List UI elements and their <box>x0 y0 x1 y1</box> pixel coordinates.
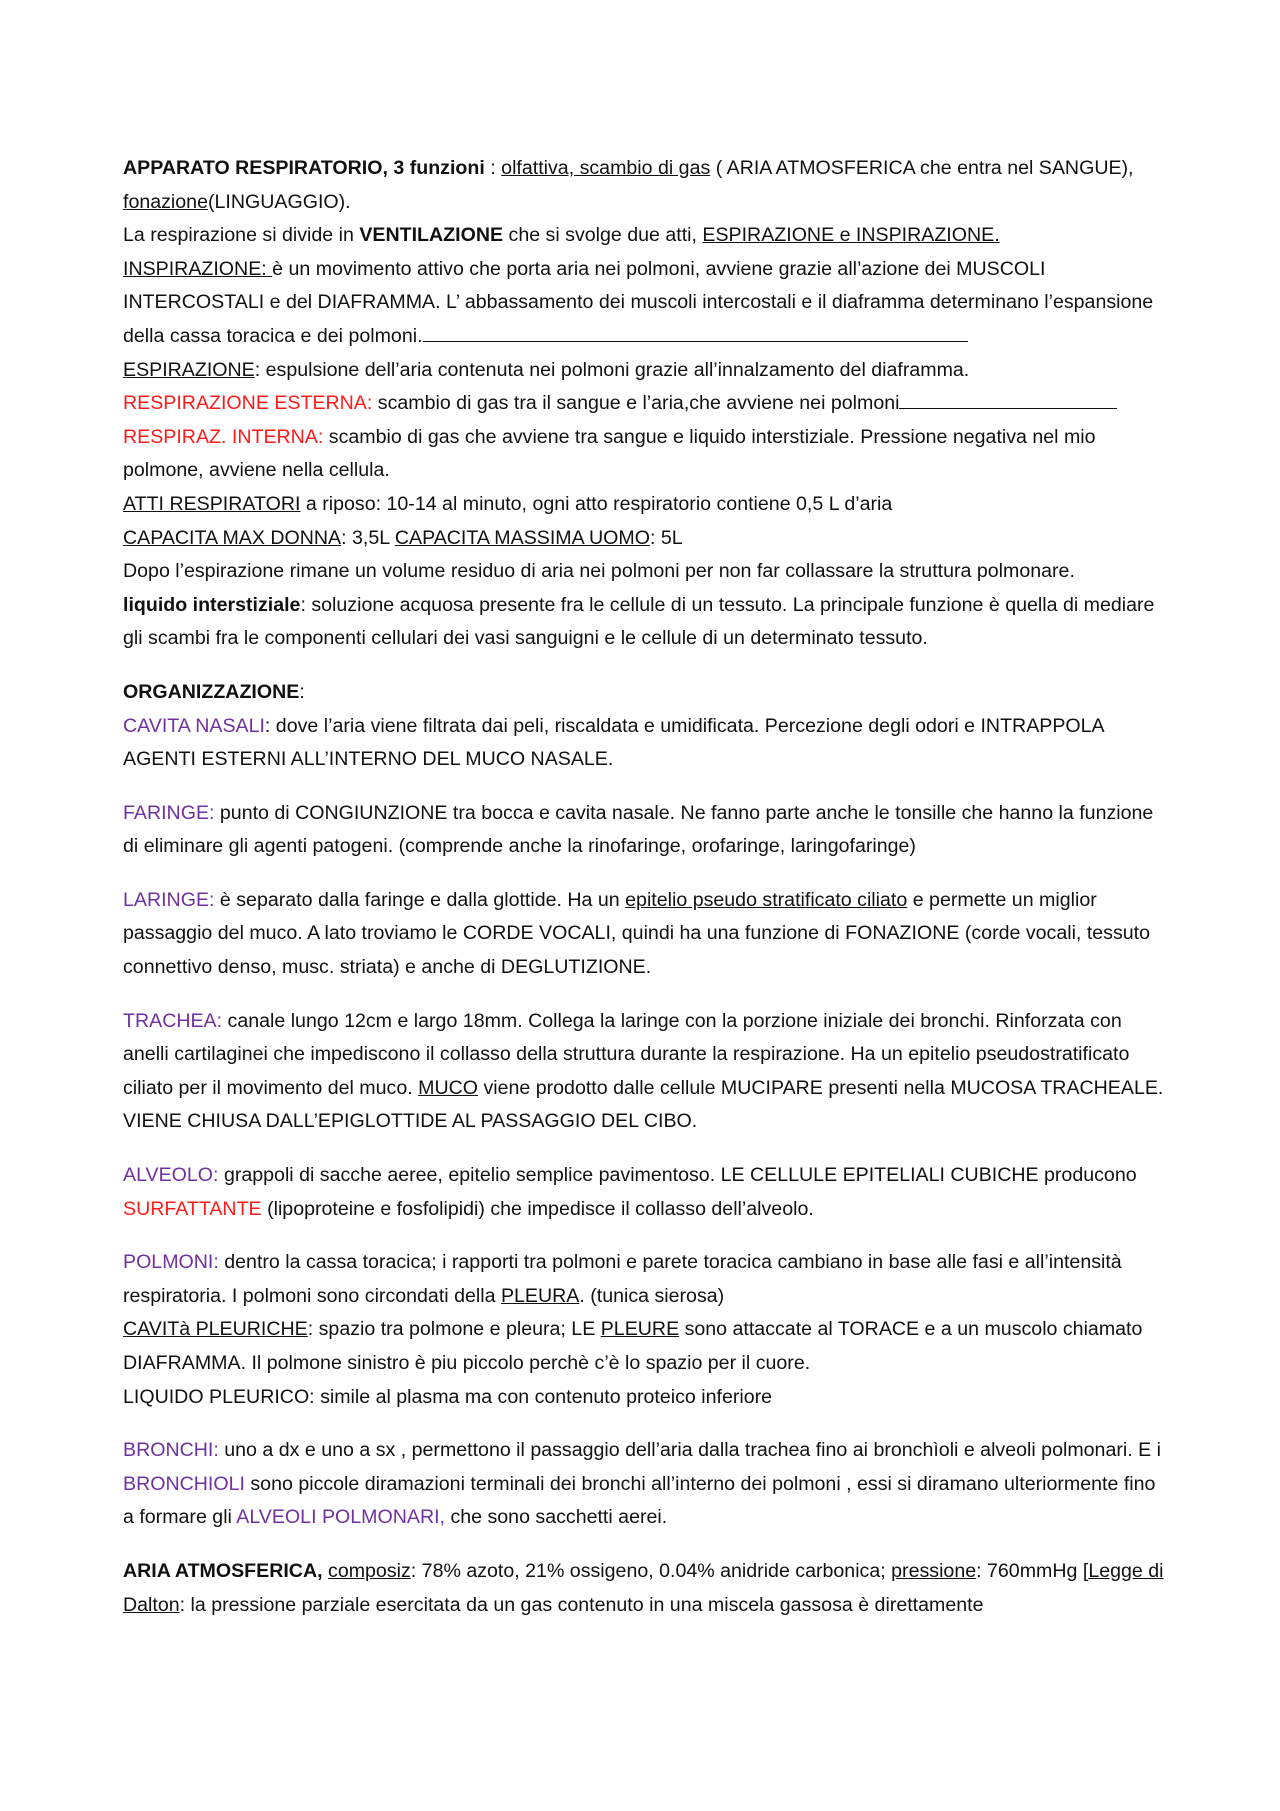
polmoni-pleura: PLEURA <box>500 1284 580 1307</box>
laringe-label: LARINGE: <box>123 888 215 911</box>
trachea-label: TRACHEA: <box>123 1009 223 1032</box>
trachea-paragraph <box>123 1005 1168 1139</box>
resp-interna-text: scambio di gas che avviene tra sangue e liquido interstiziale. Pressione negativa nel mio polmone, avviene nella cellula. <box>123 425 1096 482</box>
laringe-paragraph <box>123 884 1168 985</box>
cavita-pleuriche-label: CAVITà PLEURICHE <box>123 1318 308 1341</box>
funzioni-label: 3 funzioni <box>393 157 485 179</box>
bronchi-label: BRONCHI: <box>123 1439 219 1462</box>
underline-rule <box>423 340 968 342</box>
document-body <box>123 152 1168 1622</box>
laringe-pre: è separato dalla faringe e dalla glottide. Ha un <box>219 888 620 911</box>
espirazione-label: ESPIRAZIONE <box>123 358 255 381</box>
aria-dalton-text: : la pressione parziale esercitata da un gas contenuto in una miscela gassosa è direttamente <box>179 1593 984 1616</box>
trachea-muco: MUCO <box>418 1076 478 1099</box>
alveolo-pre: grappoli di sacche aeree, epitelio semplice pavimentoso. LE CELLULE EPITELIALI CUBICHE producono <box>223 1164 1137 1187</box>
aria-composiz: composiz <box>328 1559 411 1582</box>
alveolo-surfattante: SURFATTANTE <box>123 1197 262 1220</box>
ventilazione-bold: VENTILAZIONE <box>359 224 504 247</box>
resp-interna-label: RESPIRAZ. INTERNA: <box>123 425 324 448</box>
funzioni-sep: : <box>490 157 496 179</box>
aria-pres-text: : 760mmHg <box>976 1559 1078 1582</box>
polmoni-paragraph <box>123 1246 1168 1313</box>
bronchi-mid: sono piccole diramazioni terminali dei bronchi all’interno dei polmoni , essi si diramano ulteriormente fino a formare gli <box>123 1472 1156 1529</box>
organizzazione-heading <box>123 676 1168 710</box>
cavita-pleuriche-pleure: PLEURE <box>600 1318 680 1341</box>
atti-text: a riposo: 10-14 al minuto, ogni atto respiratorio contiene 0,5 L d’aria <box>305 492 893 515</box>
bronchi-alveoli: ALVEOLI POLMONARI, <box>236 1506 445 1529</box>
residuo-paragraph: Dopo l’espirazione rimane un volume residuo di aria nei polmoni per non far collassare la struttura polmonare. <box>123 560 1075 583</box>
faringe-text: punto di CONGIUNZIONE tra bocca e cavita nasale. Ne fanno parte anche le tonsille che hanno la funzione di eliminare gli agenti patogeni. (comprende anche la rinofaringe, orofaringe, laringofaringe) <box>123 801 1154 858</box>
resp-esterna-label: RESPIRAZIONE ESTERNA: <box>123 392 373 415</box>
laringe-post: e permette un miglior passaggio del muco. A lato troviamo le CORDE VOCALI, quindi ha una funzione di FONAZIONE (corde vocali, tessuto connettivo denso, musc. striata) e anche di DEGLUTIZIONE. <box>123 888 1150 979</box>
polmoni-post: . (tunica sierosa) <box>579 1284 725 1307</box>
polmoni-pre: dentro la cassa toracica; i rapporti tra polmoni e parete toracica cambiano in base alle fasi e all’intensità respiratoria. I polmoni sono circondati della <box>123 1251 1122 1307</box>
aria-desc: ( ARIA ATMOSFERICA che entra nel SANGUE), <box>715 157 1134 179</box>
capacita-paragraph <box>123 522 1168 556</box>
inspirazione-text: è un movimento attivo che porta aria nei polmoni, avviene grazie all’azione dei MUSCOLI INTERCOSTALI e del DIAFRAMMA. L’ abbassamento dei muscoli intercostali e il diaframma determinano l’espansione della cassa toracica e dei polmoni. <box>123 257 1154 347</box>
trachea-post: viene prodotto dalle cellule MUCIPARE presenti nella MUCOSA TRACHEALE. VIENE CHIUSA DALL’EPIGLOTTIDE AL PASSAGGIO DEL CIBO. <box>123 1076 1164 1133</box>
polmoni-label: POLMONI: <box>123 1251 219 1274</box>
cavita-text: : dove l’aria viene filtrata dai peli, riscaldata e umidificata. Percezione degli odori e INTRAPPOLA AGENTI ESTERNI ALL’INTERNO DEL MUCO NASALE. <box>123 714 1104 771</box>
capacita-uomo-value: : 5L <box>649 526 683 549</box>
liquido-paragraph <box>123 589 1168 656</box>
resp-esterna-paragraph <box>123 387 1168 421</box>
liquido-pleurico-paragraph: LIQUIDO PLEURICO: simile al plasma ma con contenuto proteico inferiore <box>123 1385 773 1408</box>
resp-interna-paragraph <box>123 421 1168 488</box>
aria-label: ARIA ATMOSFERICA, <box>123 1559 323 1582</box>
bronchi-pre: uno a dx e uno a sx , permettono il passaggio dell’aria dalla trachea fino ai bronchìoli e alveoli polmonari. E i <box>224 1439 1161 1462</box>
ventilazione-atti: ESPIRAZIONE e INSPIRAZIONE. <box>702 224 1000 247</box>
organizzazione-colon: : <box>299 680 305 703</box>
laringe-epitelio: epitelio pseudo stratificato ciliato <box>625 888 908 911</box>
ventilazione-pre: La respirazione si divide in <box>123 224 354 247</box>
ventilazione-paragraph <box>123 219 1168 253</box>
bronchi-post: che sono sacchetti aerei. <box>450 1506 668 1529</box>
aria-comp-text: : 78% azoto, 21% ossigeno, 0.04% anidride carbonica; <box>410 1559 886 1582</box>
aria-paragraph <box>123 1555 1168 1622</box>
aria-dalton: Legge di Dalton <box>123 1559 1164 1616</box>
inspirazione-paragraph <box>123 253 1168 354</box>
alveolo-paragraph <box>123 1159 1168 1226</box>
trachea-pre: canale lungo 12cm e largo 18mm. Collega la laringe con la porzione iniziale dei bronchi. Rinforzata con anelli cartilaginei che impediscono il collasso della struttura durante la respirazione. Ha un epitelio pseudostratificato ciliato per il movimento del muco. <box>123 1009 1130 1099</box>
linguaggio-text: (LINGUAGGIO). <box>207 190 351 213</box>
capacita-donna-value: : 3,5L <box>341 526 390 549</box>
olfattiva-text: olfattiva, scambio di gas <box>501 157 711 179</box>
organizzazione-label: ORGANIZZAZIONE <box>123 680 300 703</box>
liquido-label: liquido interstiziale <box>123 593 301 616</box>
liquido-text: : soluzione acquosa presente fra le cellule di un tessuto. La principale funzione è quella di mediare gli scambi fra le componenti cellulari dei vasi sanguigni e le cellule di un determinato tessuto. <box>123 593 1155 650</box>
fonazione-text: fonazione <box>123 190 208 213</box>
alveolo-label: ALVEOLO: <box>123 1164 219 1187</box>
atti-label: ATTI RESPIRATORI <box>123 492 301 515</box>
cavita-pleuriche-pre: : spazio tra polmone e pleura; LE <box>307 1318 596 1341</box>
alveolo-post: (lipoproteine e fosfolipidi) che impedisce il collasso dell’alveolo. <box>267 1197 814 1220</box>
cavita-pleuriche-paragraph <box>123 1313 1168 1380</box>
resp-esterna-text: scambio di gas tra il sangue e l’aria,che avviene nei polmoni <box>377 392 900 415</box>
espirazione-paragraph <box>123 354 1168 388</box>
aria-pressione: pressione <box>891 1559 977 1582</box>
bronchi-bronchioli: BRONCHIOLI <box>123 1472 245 1495</box>
underline-rule <box>899 407 1117 409</box>
faringe-label: FARINGE: <box>123 801 215 824</box>
bronchi-paragraph <box>123 1434 1168 1535</box>
cavita-label: CAVITA NASALI <box>123 714 265 737</box>
title-apparato: APPARATO RESPIRATORIO, <box>123 157 388 179</box>
ventilazione-post: che si svolge due atti, <box>508 224 697 247</box>
capacita-uomo-label: CAPACITA MASSIMA UOMO <box>394 526 650 549</box>
cavita-paragraph <box>123 710 1168 777</box>
atti-paragraph <box>123 488 1168 522</box>
capacita-donna-label: CAPACITA MAX DONNA <box>123 526 342 549</box>
espirazione-text: : espulsione dell’aria contenuta nei polmoni grazie all’innalzamento del diaframma. <box>254 358 970 381</box>
inspirazione-label: INSPIRAZIONE: <box>123 257 273 280</box>
faringe-paragraph <box>123 797 1168 864</box>
aria-bracket: [ <box>1082 1559 1089 1582</box>
cavita-pleuriche-post: sono attaccate al TORACE e a un muscolo chiamato DIAFRAMMA. Il polmone sinistro è piu piccolo perchè c’è lo spazio per il cuore. <box>123 1318 1143 1374</box>
intro-paragraph <box>123 152 1168 219</box>
